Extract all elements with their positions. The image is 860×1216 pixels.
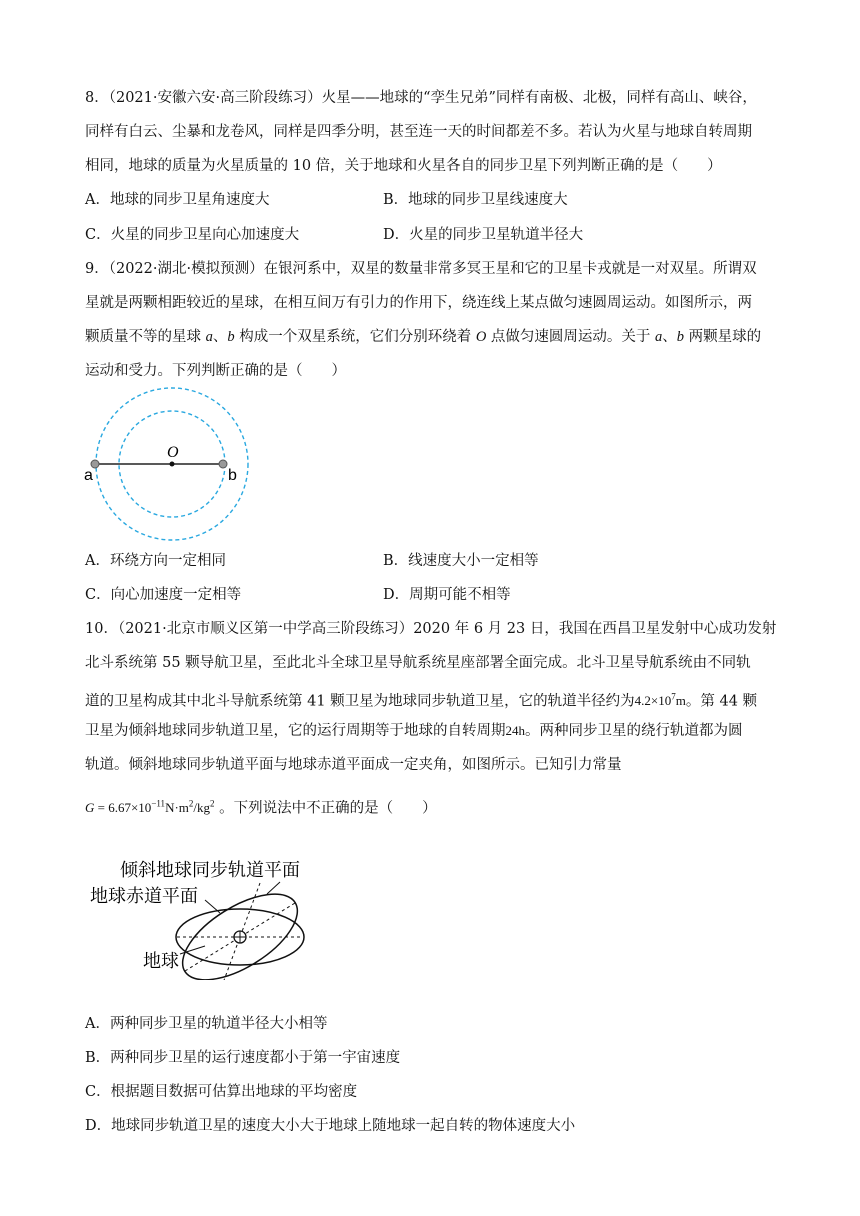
label-a: a <box>84 467 93 484</box>
label-inclined-orbit-plane: 倾斜地球同步轨道平面 <box>120 860 300 881</box>
q8-option-d: D．火星的同步卫星轨道半径大 <box>383 227 584 243</box>
q9-stem-line1: 9．（2022·湖北·模拟预测）在银河系中，双星的数量非常多冥王星和它的卫星卡戎就是一对双星。所谓双 <box>85 261 757 277</box>
q8-stem-line1: 8．（2021·安徽六安·高三阶段练习）火星——地球的“孪生兄弟”同样有南极、北极，同样有高山、峡谷， <box>85 90 757 106</box>
q9-option-d: D．周期可能不相等 <box>383 587 511 603</box>
orbit-planes-diagram <box>85 850 325 980</box>
q10-stem-line5: 轨道。倾斜地球同步轨道平面与地球赤道平面成一定夹角，如图所示。已知引力常量 <box>85 757 622 773</box>
q8-option-b: B．地球的同步卫星线速度大 <box>383 192 568 208</box>
label-b: b <box>228 467 237 484</box>
gravitational-constant-formula: $G = 6.67\times 10^{-11}N\cdot m^2/kg^2$ <box>85 799 215 816</box>
rotation-period-value: 24h <box>505 723 525 738</box>
q10-option-d: D．地球同步轨道卫星的速度大小大于地球上随地球一起自转的物体速度大小 <box>85 1118 576 1134</box>
q8-option-a: A．地球的同步卫星角速度大 <box>85 192 270 208</box>
label-O: O <box>167 444 179 461</box>
q10-stem-line3: 道的卫星构成其中北斗导航系统第 41 颗卫星为地球同步轨道卫星，它的轨道半径约为$4.2\times 10^7m$。第 44 颗 <box>85 692 758 710</box>
q9-option-b: B．线速度大小一定相等 <box>383 553 539 569</box>
q9-stem-line4: 运动和受力。下列判断正确的是（ ） <box>85 363 346 379</box>
q8-stem-line2: 同样有白云、尘暴和龙卷风，同样是四季分明，甚至连一天的时间都差不多。若认为火星与地球自转周期 <box>85 124 752 140</box>
q10-stem-line2: 北斗系统第 55 颗导航卫星，至此北斗全球卫星导航系统星座部署全面完成。北斗卫星导航系统由不同轨 <box>85 655 751 671</box>
q8-option-c: C．火星的同步卫星向心加速度大 <box>85 227 300 243</box>
q10-stem-line4: 卫星为倾斜地球同步轨道卫星，它的运行周期等于地球的自转周期24h。两种同步卫星的绕行轨道都为圆 <box>85 723 743 739</box>
q10-option-a: A．两种同步卫星的轨道半径大小相等 <box>85 1016 328 1032</box>
q8-stem-line3: 相同，地球的质量为火星质量的 10 倍，关于地球和火星各自的同步卫星下列判断正确的是（ ） <box>85 158 722 174</box>
center-point-O <box>170 462 175 467</box>
q10-stem-line6: $G = 6.67\times 10^{-11}N\cdot m^2/kg^2$ 。下列说法中不正确的是（ ） <box>85 799 437 817</box>
q9-stem-line3: 颗质量不等的星球 a、b 构成一个双星系统，它们分别环绕着 O 点做匀速圆周运动。关于 a、b 两颗星球的 <box>85 329 762 345</box>
leader-incline <box>267 882 280 894</box>
q9-option-a: A．环绕方向一定相同 <box>85 553 226 569</box>
q9-option-c: C．向心加速度一定相等 <box>85 587 242 603</box>
q10-option-c: C．根据题目数据可估算出地球的平均密度 <box>85 1084 358 1100</box>
binary-star-diagram <box>78 384 268 552</box>
q10-stem-line1: 10．（2021·北京市顺义区第一中学高三阶段练习）2020 年 6 月 23 日，我国在西昌卫星发射中心成功发射 <box>85 621 777 637</box>
q10-option-b: B．两种同步卫星的运行速度都小于第一宇宙速度 <box>85 1050 401 1066</box>
label-equatorial-plane: 地球赤道平面 <box>90 886 198 907</box>
orbit-radius-value: $4.2\times 10^7m$ <box>634 692 686 709</box>
star-b <box>219 460 227 468</box>
label-earth: 地球 <box>143 951 179 972</box>
q9-stem-line2: 星就是两颗相距较近的星球，在相互间万有引力的作用下，绕连线上某点做匀速圆周运动。如图所示，两 <box>85 295 752 311</box>
